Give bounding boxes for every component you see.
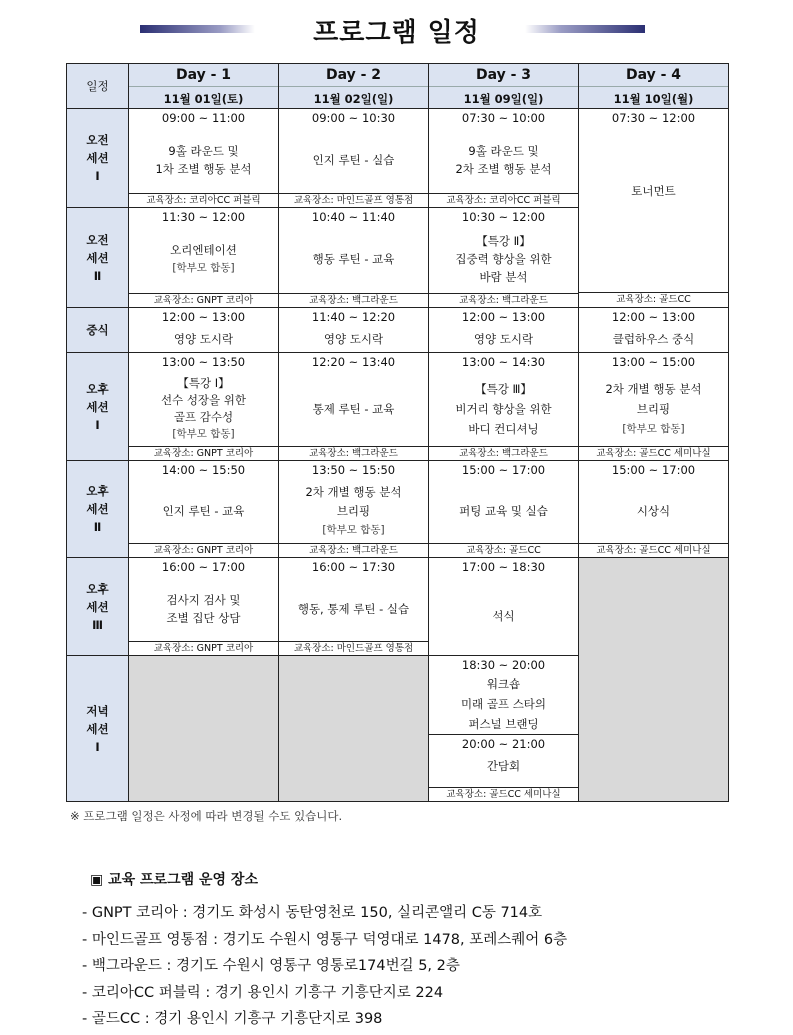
- day-name: Day - 1: [129, 64, 278, 87]
- session-cell: 11:30 ~ 12:00 오리엔테이션 [학부모 합동] 교육장소: GNPT 코리아: [129, 208, 279, 308]
- day-date: 11월 02일(일): [313, 92, 394, 106]
- empty-cell: [129, 656, 279, 802]
- empty-cell: [279, 656, 429, 802]
- session-cell: 13:00 ~ 15:00 2차 개별 행동 분석 브리핑 [학부모 합동] 교육장소: 골드CC 세미나실: [579, 353, 729, 461]
- session-cell: 13:50 ~ 15:50 2차 개별 행동 분석 브리핑 [학부모 합동] 교육장소: 백그라운드: [279, 461, 429, 558]
- day-header: [579, 64, 729, 109]
- session-cell: 10:40 ~ 11:40 행동 루틴 - 교육 교육장소: 백그라운드: [279, 208, 429, 308]
- session-cell: 17:00 ~ 18:30 석식: [429, 558, 579, 656]
- page-title: 프로그램 일정: [313, 18, 480, 48]
- day-date: 11월 01일(토): [163, 92, 244, 106]
- session-time: 15:00 ~ 17:00: [461, 463, 546, 477]
- session-cell: 12:20 ~ 13:40 통제 루틴 - 교육 교육장소: 백그라운드: [279, 353, 429, 461]
- session-place: 교육장소: 마인드골프 영통점: [279, 193, 428, 207]
- day-name: Day - 3: [429, 64, 578, 87]
- session-cell: 13:00 ~ 14:30 【특강 Ⅲ】 비거리 향상을 위한 바디 컨디셔닝 교육장소: 백그라운드: [429, 353, 579, 461]
- schedule-table: [66, 63, 729, 802]
- session-time: 10:40 ~ 11:40: [311, 210, 396, 224]
- session-time: 07:30 ~ 10:00: [461, 111, 546, 125]
- session-cell: 16:00 ~ 17:30 행동, 통제 루틴 - 실습 교육장소: 마인드골프 영통점: [279, 558, 429, 656]
- row-morning-1: [67, 109, 729, 208]
- session-time: 14:00 ~ 15:50: [161, 463, 246, 477]
- session-time: 09:00 ~ 10:30: [311, 111, 396, 125]
- session-time: 13:00 ~ 13:50: [161, 355, 246, 369]
- session-place: 교육장소: 백그라운드: [429, 293, 578, 307]
- session-time: 10:30 ~ 12:00: [461, 210, 546, 224]
- row-label: 오후 세션 Ⅰ: [67, 353, 129, 461]
- session-place: 교육장소: 백그라운드: [279, 446, 428, 460]
- session-cell: 18:30 ~ 20:00 워크숍 미래 골프 스타의 퍼스널 브랜딩 20:00 ~ 21:00 간담회 교육장소: 골드CC 세미나실: [429, 656, 579, 802]
- session-time: 17:00 ~ 18:30: [461, 560, 546, 574]
- row-lunch: [67, 308, 729, 353]
- session-place: 교육장소: 백그라운드: [429, 446, 578, 460]
- session-place: 교육장소: 백그라운드: [279, 543, 428, 557]
- session-time: 09:00 ~ 11:00: [161, 111, 246, 125]
- session-time: 11:30 ~ 12:00: [161, 210, 246, 224]
- session-place: 교육장소: 골드CC 세미나실: [429, 787, 578, 801]
- session-place: 교육장소: 백그라운드: [279, 293, 428, 307]
- location-item: - GNPT 코리아 : 경기도 화성시 동탄영천로 150, 실리콘앨리 C동 714호: [82, 905, 543, 921]
- day-header: [279, 64, 429, 109]
- session-place: 교육장소: GNPT 코리아: [129, 641, 278, 655]
- session-place: 교육장소: 코리아CC 퍼블릭: [429, 193, 578, 207]
- session-place: 교육장소: 골드CC 세미나실: [579, 446, 728, 460]
- title-decoration-right: [525, 25, 645, 33]
- session-time: 16:00 ~ 17:30: [311, 560, 396, 574]
- session-place: 교육장소: GNPT 코리아: [129, 543, 278, 557]
- row-afternoon-3: [67, 558, 729, 656]
- session-place: 교육장소: 코리아CC 퍼블릭: [129, 193, 278, 207]
- session-place: 교육장소: GNPT 코리아: [129, 293, 278, 307]
- session-place: 교육장소: 골드CC 세미나실: [579, 543, 728, 557]
- locations-list: [82, 900, 567, 1033]
- session-time: 15:00 ~ 17:00: [611, 463, 696, 477]
- row-label: 저녁 세션 Ⅰ: [67, 656, 129, 802]
- session-time: 13:00 ~ 15:00: [611, 355, 696, 369]
- row-afternoon-2: [67, 461, 729, 558]
- session-time: 20:00 ~ 21:00: [461, 737, 546, 751]
- session-cell: 12:00 ~ 13:00 클럽하우스 중식: [579, 308, 729, 353]
- empty-cell: [579, 558, 729, 802]
- day-header: [129, 64, 279, 109]
- session-cell: 09:00 ~ 10:30 인지 루틴 - 실습 교육장소: 마인드골프 영통점: [279, 109, 429, 208]
- session-cell: 13:00 ~ 13:50 【특강 Ⅰ】 선수 성장을 위한 골프 감수성 [학부모 합동] 교육장소: GNPT 코리아: [129, 353, 279, 461]
- row-label: 오전 세션 Ⅰ: [67, 109, 129, 208]
- session-cell: 09:00 ~ 11:00 9홀 라운드 및 1차 조별 행동 분석 교육장소: 코리아CC 퍼블릭: [129, 109, 279, 208]
- session-cell: 12:00 ~ 13:00 영양 도시락: [129, 308, 279, 353]
- session-time: 16:00 ~ 17:00: [161, 560, 246, 574]
- location-item: - 골드CC : 경기 용인시 기흥구 기흥단지로 398: [82, 1011, 383, 1027]
- locations-title: ▣ 교육 프로그램 운영 장소: [90, 872, 258, 888]
- location-item: - 마인드골프 영통점 : 경기도 수원시 영통구 덕영대로 1478, 포레스퀘어 6층: [82, 931, 568, 948]
- session-cell: 15:00 ~ 17:00 시상식 교육장소: 골드CC 세미나실: [579, 461, 729, 558]
- location-item: - 백그라운드 : 경기도 수원시 영통구 영통로174번길 5, 2층: [82, 958, 460, 974]
- session-cell: 14:00 ~ 15:50 인지 루틴 - 교육 교육장소: GNPT 코리아: [129, 461, 279, 558]
- row-afternoon-1: [67, 353, 729, 461]
- day-date: 11월 10일(월): [613, 92, 694, 106]
- day-name: Day - 2: [279, 64, 428, 87]
- schedule-note: ※ 프로그램 일정은 사정에 따라 변경될 수도 있습니다.: [70, 809, 343, 823]
- session-cell: 11:40 ~ 12:20 영양 도시락: [279, 308, 429, 353]
- day-header: [429, 64, 579, 109]
- session-time: 13:00 ~ 14:30: [461, 355, 546, 369]
- session-cell: 07:30 ~ 10:00 9홀 라운드 및 2차 조별 행동 분석 교육장소: 코리아CC 퍼블릭: [429, 109, 579, 208]
- session-cell-tournament: 07:30 ~ 12:00 토너먼트 교육장소: 골드CC: [579, 109, 729, 308]
- session-place: 교육장소: 골드CC: [579, 292, 728, 306]
- row-label: 오전 세션 Ⅱ: [67, 208, 129, 308]
- session-time: 18:30 ~ 20:00: [461, 658, 546, 672]
- session-time: 12:20 ~ 13:40: [311, 355, 396, 369]
- header-label: 일정: [67, 64, 129, 109]
- header-row: [67, 64, 729, 109]
- day-date: 11월 09일(일): [463, 92, 544, 106]
- row-label: 오후 세션 Ⅲ: [67, 558, 129, 656]
- title-area: [0, 12, 793, 48]
- session-place: 교육장소: 마인드골프 영통점: [279, 641, 428, 655]
- day-name: Day - 4: [579, 64, 728, 87]
- session-cell: 10:30 ~ 12:00 【특강 Ⅱ】 집중력 향상을 위한 바람 분석 교육장소: 백그라운드: [429, 208, 579, 308]
- session-time: 13:50 ~ 15:50: [311, 463, 396, 477]
- session-time: 07:30 ~ 12:00: [611, 111, 696, 125]
- session-cell: 16:00 ~ 17:00 검사지 검사 및 조별 집단 상담 교육장소: GNPT 코리아: [129, 558, 279, 656]
- session-place: 교육장소: 골드CC: [429, 543, 578, 557]
- row-label: 중식: [67, 308, 129, 353]
- session-cell: 12:00 ~ 13:00 영양 도시락: [429, 308, 579, 353]
- session-cell: 15:00 ~ 17:00 퍼팅 교육 및 실습 교육장소: 골드CC: [429, 461, 579, 558]
- row-label: 오후 세션 Ⅱ: [67, 461, 129, 558]
- location-item: - 코리아CC 퍼블릭 : 경기 용인시 기흥구 기흥단지로 224: [82, 984, 444, 1001]
- session-place: 교육장소: GNPT 코리아: [129, 446, 278, 460]
